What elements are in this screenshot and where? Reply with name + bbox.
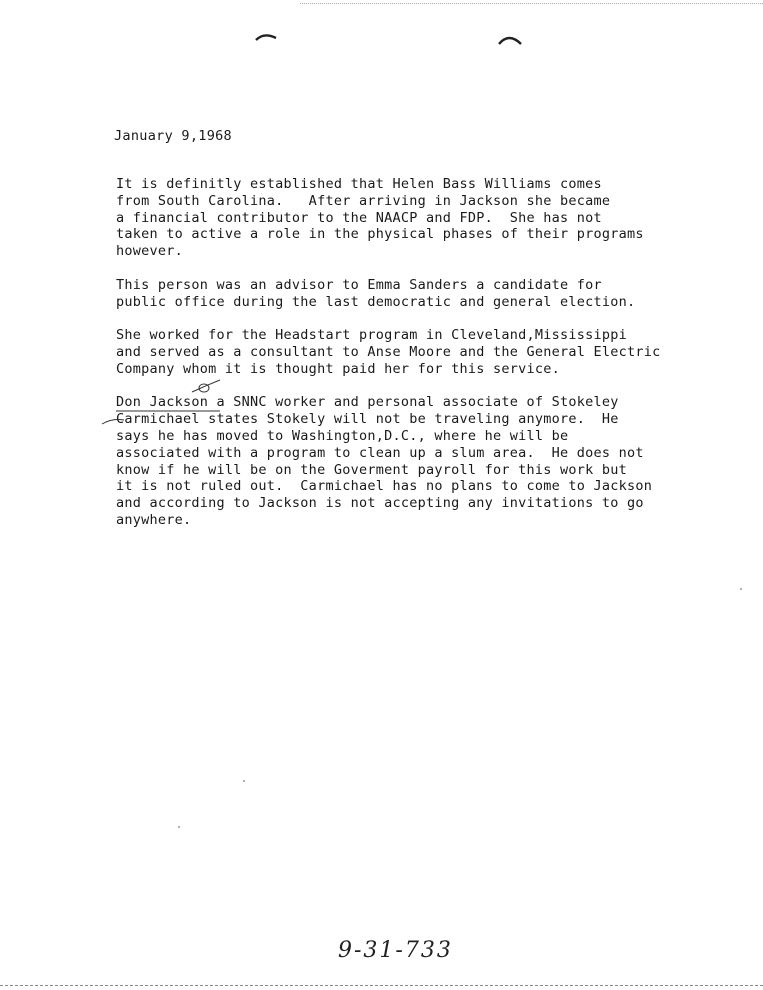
paragraph-jackson: Don Jackson a SNNC worker and personal associate of Stokeley Carmichael states Stokely will not be traveling anymore. He says he has moved to Washington,D.C., where he will be associated with a program to clean up a slum area. He does not know if he will be on the Goverment payroll for this work but it is not ruled out. Carmichael has no plans to come to Jackson and according to Jackson is not accepting any invitations to go anywhere. xyxy=(116,394,653,528)
scan-speck xyxy=(740,588,742,590)
paragraph-sanders: This person was an advisor to Emma Sanders a candidate for public office during the last democratic and general election. xyxy=(116,276,636,310)
top-dotted-border xyxy=(300,3,763,4)
bottom-dashed-border xyxy=(0,985,763,986)
paragraph-headstart: She worked for the Headstart program in Cleveland,Mississippi and served as a consultant to Anse Moore and the General Electric Company whom it is thought paid her for this service. xyxy=(116,327,661,377)
document-date: January 9,1968 xyxy=(114,128,232,144)
handwritten-underline-mark xyxy=(100,378,300,428)
handwritten-file-number: 9-31-733 xyxy=(338,938,453,963)
memo-body xyxy=(116,176,716,546)
staple-mark-right-icon xyxy=(497,32,523,48)
scan-speck xyxy=(178,826,180,828)
scan-speck xyxy=(243,780,245,782)
paragraph-williams: It is definitly established that Helen Bass Williams comes from South Carolina. After arriving in Jackson she became a financial contributor to the NAACP and FDP. She has not taken to active a role in the physical phases of their programs however. xyxy=(116,176,644,260)
staple-mark-left-icon xyxy=(254,30,280,46)
